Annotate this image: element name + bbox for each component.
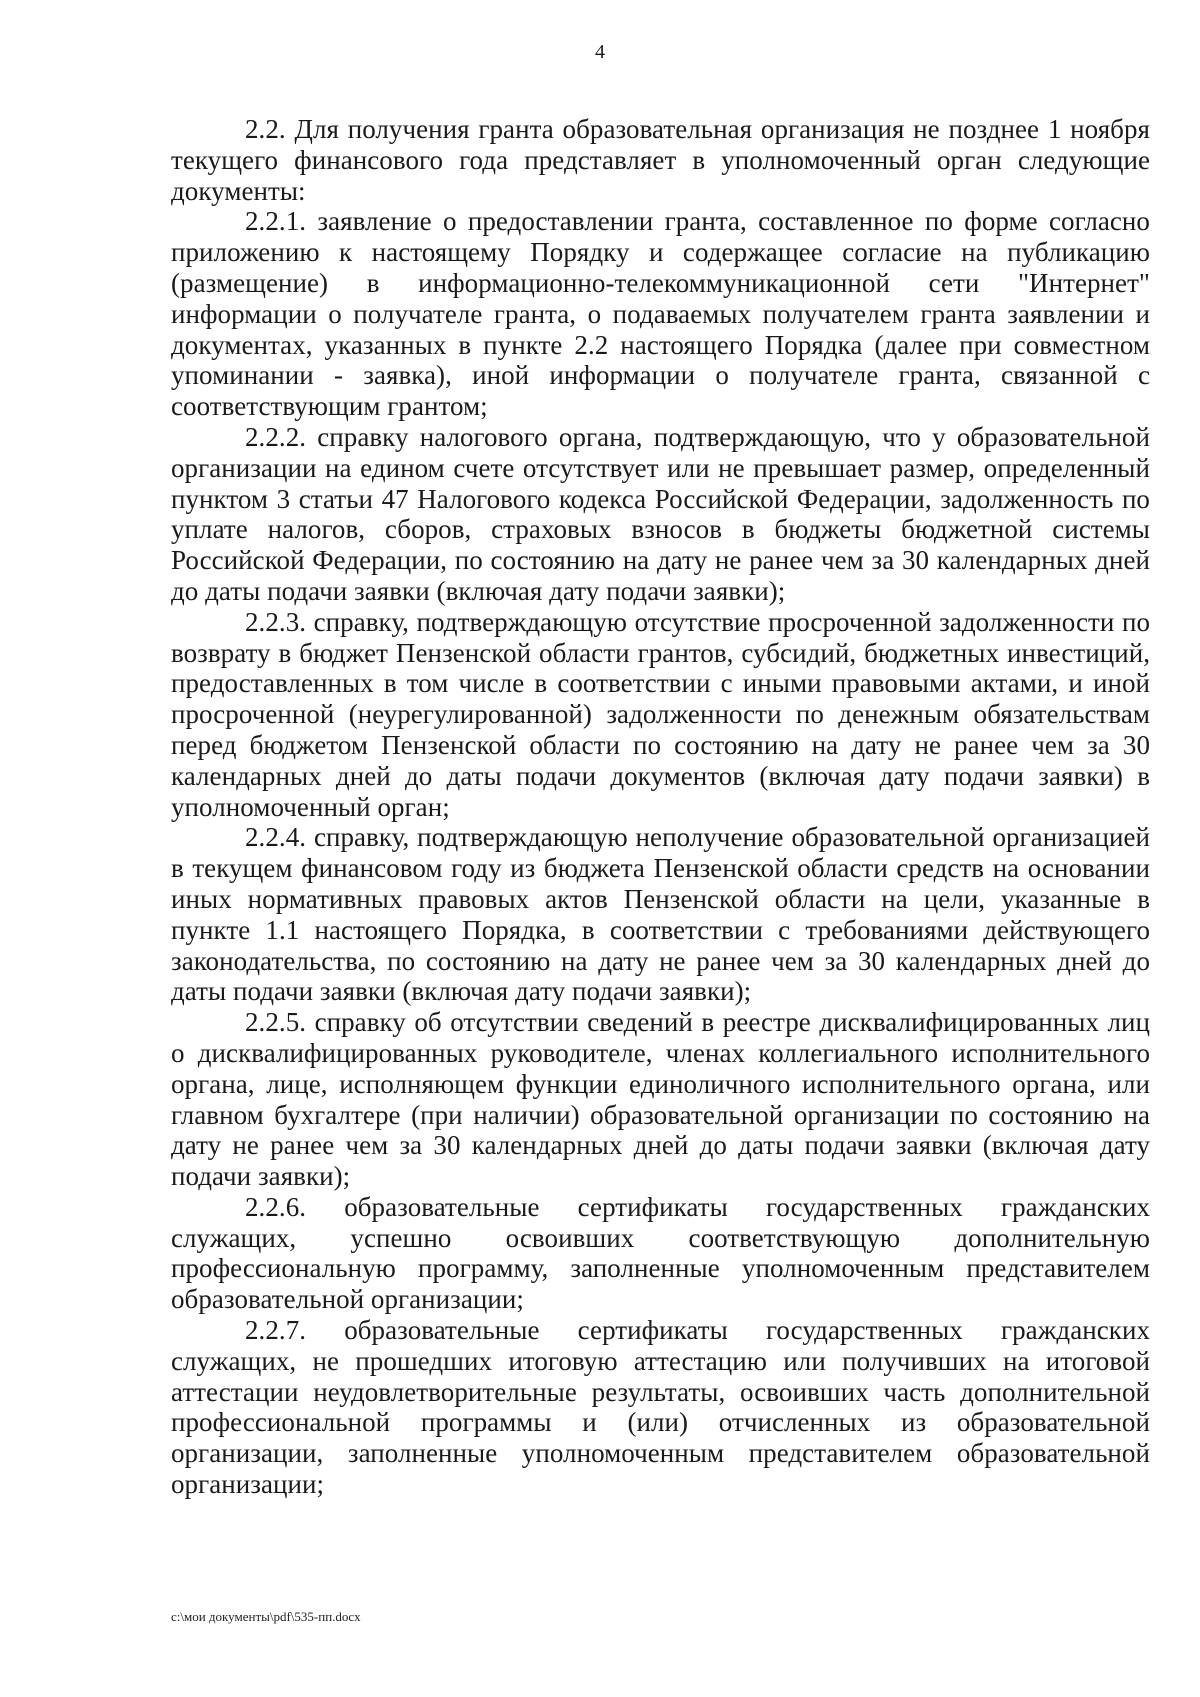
file-path-footer: c:\мои документы\pdf\535-пп.docx — [171, 1609, 361, 1624]
document-body — [171, 114, 1150, 1500]
paragraph-2-2-6: 2.2.6. образовательные сертификаты государственных гражданских служащих, успешно освоивших соответствующую дополнительную профессиональную программу, заполненные уполномоченным представителем образовательной организации; — [171, 1191, 1150, 1315]
page-number: 4 — [595, 41, 605, 63]
paragraph-2-2-5: 2.2.5. справку об отсутствии сведений в реестре дисквалифицированных лиц о дисквалифицированных руководителе, членах коллегиального исполнительного органа, лице, исполняющем функции единоличного исполнительного органа, или главном бухгалтере (при наличии) образовательной организации по состоянию на дату не ранее чем за 30 календарных дней до даты подачи заявки (включая дату подачи заявки); — [171, 1007, 1150, 1192]
paragraph-2-2-4: 2.2.4. справку, подтверждающую неполучение образовательной организацией в текущем финансовом году из бюджета Пензенской области средств на основании иных нормативных правовых актов Пензенской области на цели, указанные в пункте 1.1 настоящего Порядка, в соответствии с требованиями действующего законодательства, по состоянию на дату не ранее чем за 30 календарных дней до даты подачи заявки (включая дату подачи заявки); — [171, 822, 1150, 1007]
paragraph-2-2-1: 2.2.1. заявление о предоставлении гранта, составленное по форме согласно приложению к настоящему Порядку и содержащее согласие на публикацию (размещение) в информационно-телекоммуникационной сети "Интернет" информации о получателе гранта, о подаваемых получателем гранта заявлении и документах, указанных в пункте 2.2 настоящего Порядка (далее при совместном упоминании - заявка), иной информации о получателе гранта, связанной с соответствующим грантом; — [171, 206, 1150, 422]
paragraph-2-2-7: 2.2.7. образовательные сертификаты государственных гражданских служащих, не прошедших итоговую аттестацию или получивших на итоговой аттестации неудовлетворительные результаты, освоивших часть дополнительной профессиональной программы и (или) отчисленных из образовательной организации, заполненные уполномоченным представителем образовательной организации; — [171, 1315, 1150, 1500]
paragraph-2-2-2: 2.2.2. справку налогового органа, подтверждающую, что у образовательной организации на едином счете отсутствует или не превышает размер, определенный пунктом 3 статьи 47 Налогового кодекса Российской Федерации, задолженность по уплате налогов, сборов, страховых взносов в бюджеты бюджетной системы Российской Федерации, по состоянию на дату не ранее чем за 30 календарных дней до даты подачи заявки (включая дату подачи заявки); — [171, 421, 1150, 606]
paragraph-2-2: 2.2. Для получения гранта образовательная организация не позднее 1 ноября текущего финансового года представляет в уполномоченный орган следующие документы: — [171, 114, 1150, 206]
paragraph-2-2-3: 2.2.3. справку, подтверждающую отсутствие просроченной задолженности по возврату в бюджет Пензенской области грантов, субсидий, бюджетных инвестиций, предоставленных в том числе в соответствии с иными правовыми актами, и иной просроченной (неурегулированной) задолженности по денежным обязательствам перед бюджетом Пензенской области по состоянию на дату не ранее чем за 30 календарных дней до даты подачи документов (включая дату подачи заявки) в уполномоченный орган; — [171, 606, 1150, 822]
